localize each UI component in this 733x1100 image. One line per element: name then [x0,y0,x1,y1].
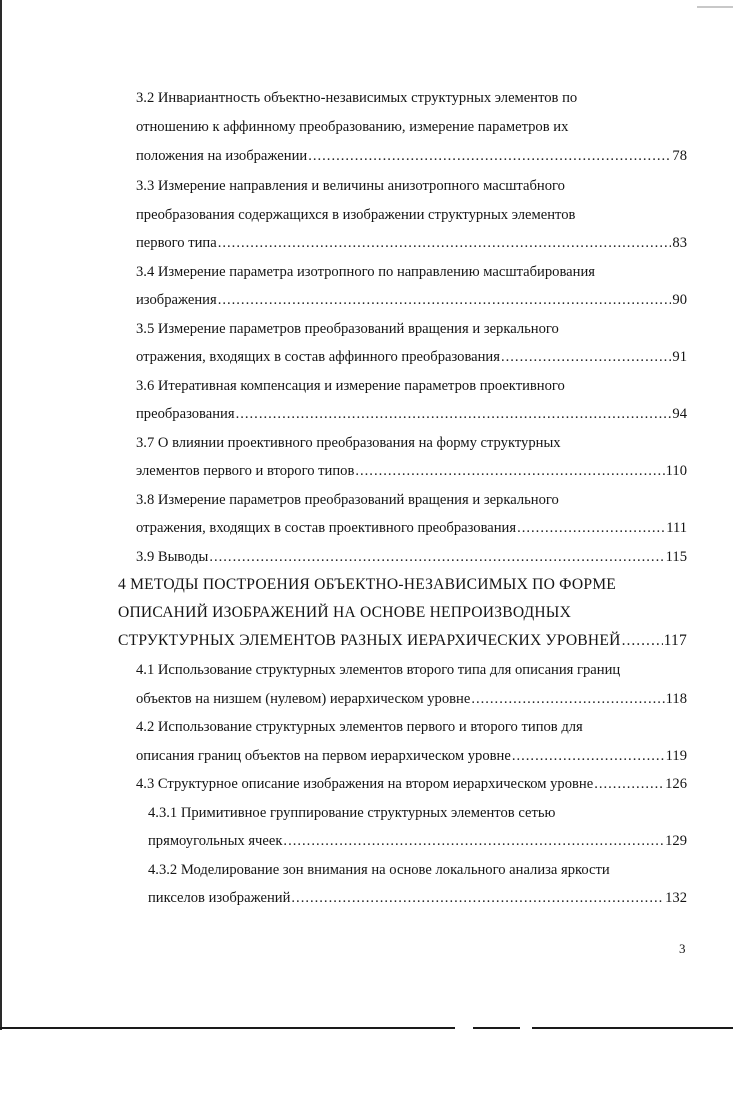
scan-rule-gap [520,1026,532,1030]
toc-entry-4-2-line-1 [136,717,583,737]
toc-entry-4-3[interactable] [136,774,687,794]
toc-entry-3-2-line-1 [136,88,577,108]
toc-entry-text: изображения [136,292,217,308]
toc-page-number: 115 [665,549,687,565]
leader-dots [594,774,664,794]
toc-entry-text: преобразования [136,406,235,422]
toc-chapter-4-line-2 [118,603,571,623]
toc-page-number: 94 [672,406,687,422]
leader-dots [236,404,672,424]
toc-page-number: 90 [672,292,687,308]
toc-entry-3-4-line-1 [136,262,595,282]
toc-entry-text: 4.2 Использование структурных элементов первого и второго типов для [136,719,583,735]
leader-dots [501,347,671,367]
toc-entry-4-3-1[interactable] [148,831,687,851]
leader-dots [308,146,671,166]
toc-entry-3-5[interactable] [136,347,687,367]
toc-entry-text: описания границ объектов на первом иерархическом уровне [136,748,511,764]
toc-entry-3-3-line-1 [136,176,565,196]
toc-entry-4-3-2[interactable] [148,888,687,908]
toc-entry-4-1[interactable] [136,689,687,709]
scan-corner-mark [697,6,733,8]
toc-page-number: 78 [672,148,687,164]
toc-entry-text: объектов на низшем (нулевом) иерархическом уровне [136,691,471,707]
toc-entry-4-3-2-line-1 [148,860,610,880]
toc-entry-3-7[interactable] [136,461,687,481]
toc-entry-4-3-1-line-1 [148,803,555,823]
toc-entry-3-2[interactable] [136,146,687,166]
toc-entry-text: 3.9 Выводы [136,549,209,565]
toc-entry-4-2[interactable] [136,746,687,766]
toc-entry-3-8-line-1 [136,490,559,510]
leader-dots [218,290,672,310]
toc-entry-3-9[interactable] [136,547,687,567]
toc-entry-text: преобразования содержащихся в изображении структурных элементов [136,207,576,223]
toc-entry-text: 4.3 Структурное описание изображения на втором иерархическом уровне [136,776,594,792]
leader-dots [622,631,663,651]
toc-entry-text: пикселов изображений [148,890,291,906]
toc-page-number: 119 [665,748,687,764]
toc-entry-4-1-line-1 [136,660,620,680]
toc-entry-text: отношению к аффинному преобразованию, измерение параметров их [136,119,569,135]
toc-entry-text: 3.7 О влиянии проективного преобразования на форму структурных [136,435,561,451]
toc-page-number: 118 [665,691,687,707]
leader-dots [218,233,672,253]
toc-page-number: 129 [665,833,687,849]
toc-chapter-text: ОПИСАНИЙ ИЗОБРАЖЕНИЙ НА ОСНОВЕ НЕПРОИЗВОДНЫХ [118,604,572,621]
toc-page-number: 111 [666,520,687,536]
toc-entry-text: положения на изображении [136,148,308,164]
toc-entry-3-8[interactable] [136,518,687,538]
scan-left-edge [0,0,2,1030]
toc-page-number: 132 [665,890,687,906]
toc-entry-text: 4.1 Использование структурных элементов второго типа для описания границ [136,662,621,678]
toc-entry-text: 3.6 Итеративная компенсация и измерение параметров проективного [136,378,565,394]
toc-entry-3-7-line-1 [136,433,561,453]
toc-chapter-text: СТРУКТУРНЫХ ЭЛЕМЕНТОВ РАЗНЫХ ИЕРАРХИЧЕСКИХ УРОВНЕЙ [118,632,621,649]
toc-page-number: 117 [663,632,687,649]
toc-entry-text: 3.2 Инвариантность объектно-независимых структурных элементов по [136,90,578,106]
leader-dots [283,831,664,851]
toc-entry-text: 3.3 Измерение направления и величины анизотропного масштабного [136,178,565,194]
toc-entry-3-2-line-2 [136,117,568,137]
toc-entry-text: 4.3.2 Моделирование зон внимания на основе локального анализа яркости [148,862,610,878]
scan-bottom-rule [0,1027,733,1029]
toc-entry-text: элементов первого и второго типов [136,463,355,479]
toc-entry-text: отражения, входящих в состав проективного преобразования [136,520,517,536]
toc-entry-3-6[interactable] [136,404,687,424]
page-number: 3 [679,941,686,956]
toc-chapter-4[interactable] [118,631,687,651]
leader-dots [512,746,665,766]
toc-entry-text: 3.8 Измерение параметров преобразований вращения и зеркального [136,492,559,508]
leader-dots [209,547,664,567]
toc-page-number: 110 [665,463,687,479]
toc-entry-text: 4.3.1 Примитивное группирование структурных элементов сетью [148,805,556,821]
toc-entry-text: 3.4 Измерение параметра изотропного по направлению масштабирования [136,264,595,280]
leader-dots [291,888,664,908]
toc-entry-text: отражения, входящих в состав аффинного преобразования [136,349,500,365]
toc-page-number: 83 [672,235,687,251]
toc-entry-3-5-line-1 [136,319,559,339]
toc-page-number: 91 [672,349,687,365]
toc-entry-text: первого типа [136,235,217,251]
toc-page-number: 126 [665,776,687,792]
toc-entry-3-3[interactable] [136,233,687,253]
toc-chapter-4-line-1 [118,575,616,595]
leader-dots [517,518,665,538]
leader-dots [471,689,664,709]
toc-entry-text: прямоугольных ячеек [148,833,283,849]
leader-dots [355,461,664,481]
toc-chapter-text: 4 МЕТОДЫ ПОСТРОЕНИЯ ОБЪЕКТНО-НЕЗАВИСИМЫХ ПО ФОРМЕ [118,576,616,593]
scan-rule-gap [455,1026,473,1030]
toc-entry-3-3-line-2 [136,205,575,225]
toc-entry-text: 3.5 Измерение параметров преобразований вращения и зеркального [136,321,559,337]
toc-entry-3-6-line-1 [136,376,565,396]
toc-entry-3-4[interactable] [136,290,687,310]
